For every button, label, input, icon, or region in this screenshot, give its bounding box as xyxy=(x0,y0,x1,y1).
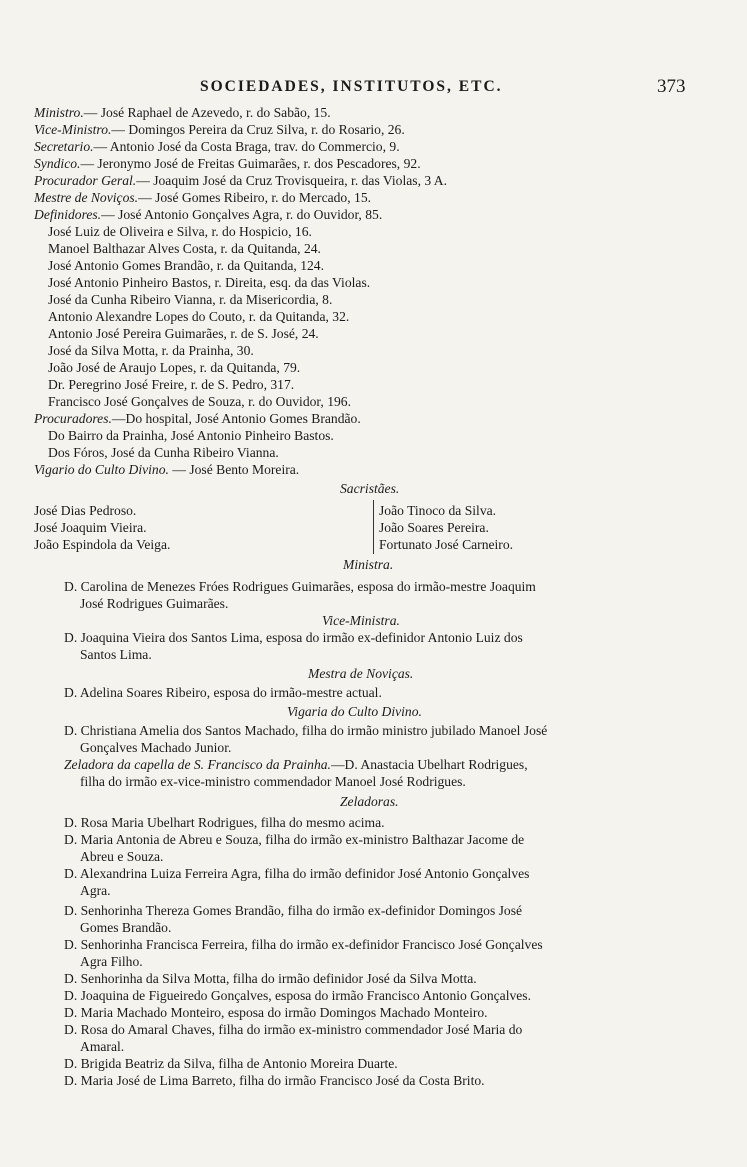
zeladora-line: D. Maria Antonia de Abreu e Souza, filha do irmão ex-ministro Balthazar Jacome de xyxy=(64,832,525,847)
vigario-line: Vigario do Culto Divino. — José Bento Moreira. xyxy=(34,462,300,477)
definidor-line: José da Silva Motta, r. da Prainha, 30. xyxy=(48,343,254,358)
zeladora-capella-line: filha do irmão ex-vice-ministro commendador Manoel José Rodrigues. xyxy=(80,774,466,789)
column-divider xyxy=(373,500,374,554)
sacristao-line: João Espindola da Veiga. xyxy=(34,537,171,552)
vigaria-line: Gonçalves Machado Junior. xyxy=(80,740,232,755)
sacristao-line: João Soares Pereira. xyxy=(379,520,489,535)
zeladoras-heading: Zeladoras. xyxy=(340,794,399,809)
officer-line: Procurador Geral.— Joaquim José da Cruz Trovisqueira, r. das Violas, 3 A. xyxy=(34,173,448,188)
zeladora-line: Agra. xyxy=(80,883,111,898)
vigaria-heading: Vigaria do Culto Divino. xyxy=(287,704,422,719)
definidor-line: Manoel Balthazar Alves Costa, r. da Quitanda, 24. xyxy=(48,241,321,256)
vice-ministra-line: D. Joaquina Vieira dos Santos Lima, esposa do irmão ex-definidor Antonio Luiz dos xyxy=(64,630,523,645)
vice-ministra-line: Santos Lima. xyxy=(80,647,152,662)
zeladora-line: D. Rosa Maria Ubelhart Rodrigues, filha do mesmo acima. xyxy=(64,815,385,830)
sacristaes-heading: Sacristães. xyxy=(340,481,400,496)
officer-line: Definidores.— José Antonio Gonçalves Agra, r. do Ouvidor, 85. xyxy=(34,207,383,222)
officer-line: Mestre de Noviços.— José Gomes Ribeiro, r. do Mercado, 15. xyxy=(34,190,372,205)
definidor-line: Antonio Alexandre Lopes do Couto, r. da Quitanda, 32. xyxy=(48,309,350,324)
ministra-line: José Rodrigues Guimarães. xyxy=(80,596,229,611)
zeladora-line: D. Rosa do Amaral Chaves, filha do irmão ex-ministro commendador José Maria do xyxy=(64,1022,523,1037)
procuradores-line: Do Bairro da Prainha, José Antonio Pinheiro Bastos. xyxy=(48,428,334,443)
vice-ministra-heading: Vice-Ministra. xyxy=(322,613,400,628)
zeladora-line: D. Alexandrina Luiza Ferreira Agra, filha do irmão definidor José Antonio Gonçalves xyxy=(64,866,530,881)
page-header xyxy=(0,74,747,104)
ministra-heading: Ministra. xyxy=(343,557,394,572)
zeladora-line: Gomes Brandão. xyxy=(80,920,172,935)
definidor-line: João José de Araujo Lopes, r. da Quitanda, 79. xyxy=(48,360,301,375)
sacristao-line: João Tinoco da Silva. xyxy=(379,503,497,518)
definidor-line: José Antonio Pinheiro Bastos, r. Direita, esq. da das Violas. xyxy=(48,275,371,290)
definidor-line: Francisco José Gonçalves de Souza, r. do Ouvidor, 196. xyxy=(48,394,351,409)
zeladora-line: D. Senhorinha da Silva Motta, filha do irmão definidor José da Silva Motta. xyxy=(64,971,477,986)
definidor-line: Antonio José Pereira Guimarães, r. de S. José, 24. xyxy=(48,326,319,341)
zeladora-line: D. Joaquina de Figueiredo Gonçalves, esposa do irmão Francisco Antonio Gonçalves. xyxy=(64,988,531,1003)
running-title: SOCIEDADES, INSTITUTOS, ETC. xyxy=(200,78,503,95)
procuradores-line: Procuradores.—Do hospital, José Antonio Gomes Brandão. xyxy=(34,411,361,426)
officer-line: Syndico.— Jeronymo José de Freitas Guimarães, r. dos Pescadores, 92. xyxy=(34,156,421,171)
definidor-line: José Antonio Gomes Brandão, r. da Quitanda, 124. xyxy=(48,258,324,273)
zeladora-line: D. Senhorinha Francisca Ferreira, filha do irmão ex-definidor Francisco José Gonçalves xyxy=(64,937,543,952)
definidor-line: José da Cunha Ribeiro Vianna, r. da Misericordia, 8. xyxy=(48,292,333,307)
definidor-line: Dr. Peregrino José Freire, r. de S. Pedro, 317. xyxy=(48,377,295,392)
procuradores-line: Dos Fóros, José da Cunha Ribeiro Vianna. xyxy=(48,445,279,460)
sacristao-line: Fortunato José Carneiro. xyxy=(379,537,514,552)
sacristao-line: José Dias Pedroso. xyxy=(34,503,137,518)
zeladora-line: D. Brigida Beatriz da Silva, filha de Antonio Moreira Duarte. xyxy=(64,1056,398,1071)
officer-line: Secretario.— Antonio José da Costa Braga, trav. do Commercio, 9. xyxy=(34,139,400,154)
zeladora-line: Amaral. xyxy=(80,1039,125,1054)
sacristao-line: José Joaquim Vieira. xyxy=(34,520,147,535)
officer-line: Vice-Ministro.— Domingos Pereira da Cruz Silva, r. do Rosario, 26. xyxy=(34,122,405,137)
page-number: 373 xyxy=(657,76,686,97)
zeladora-line: D. Maria Machado Monteiro, esposa do irmão Domingos Machado Monteiro. xyxy=(64,1005,488,1020)
mestra-heading: Mestra de Noviças. xyxy=(308,666,414,681)
zeladora-line: D. Maria José de Lima Barreto, filha do irmão Francisco José da Costa Brito. xyxy=(64,1073,485,1088)
zeladora-line: D. Senhorinha Thereza Gomes Brandão, filha do irmão ex-definidor Domingos José xyxy=(64,903,523,918)
definidor-line: José Luiz de Oliveira e Silva, r. do Hospicio, 16. xyxy=(48,224,312,239)
zeladora-line: Agra Filho. xyxy=(80,954,143,969)
zeladora-line: Abreu e Souza. xyxy=(80,849,164,864)
ministra-line: D. Carolina de Menezes Fróes Rodrigues Guimarães, esposa do irmão-mestre Joaquim xyxy=(64,579,536,594)
zeladora-capella-line: Zeladora da capella de S. Francisco da Prainha.—D. Anastacia Ubelhart Rodrigues, xyxy=(64,757,528,772)
vigaria-line: D. Christiana Amelia dos Santos Machado, filha do irmão ministro jubilado Manoel José xyxy=(64,723,548,738)
officer-line: Ministro.— José Raphael de Azevedo, r. do Sabão, 15. xyxy=(34,105,331,120)
mestra-line: D. Adelina Soares Ribeiro, esposa do irmão-mestre actual. xyxy=(64,685,382,700)
